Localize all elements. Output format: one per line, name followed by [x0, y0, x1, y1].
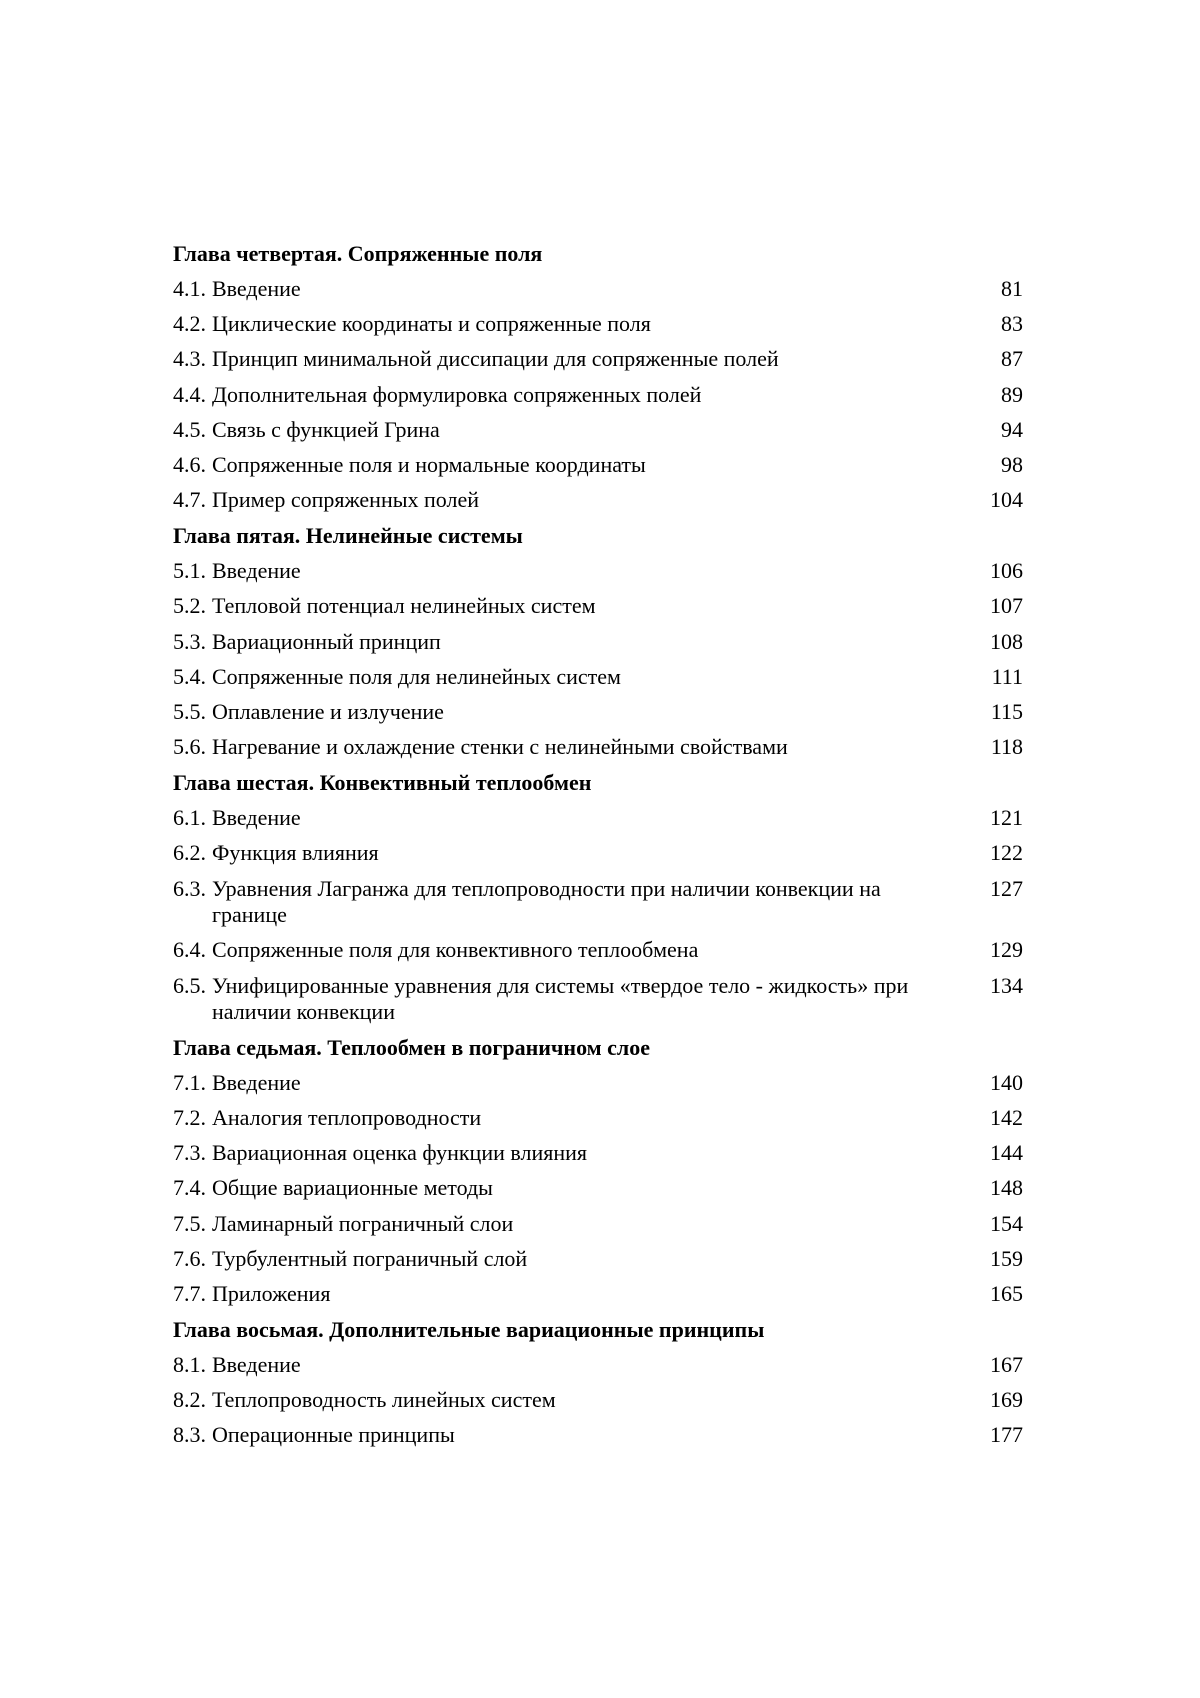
page-number: 159	[990, 1246, 1023, 1272]
section-number: 5.2.	[173, 593, 206, 619]
page-number: 108	[990, 628, 1023, 654]
toc-entry	[173, 1171, 1023, 1206]
page-number: 98	[1001, 452, 1023, 478]
toc-entry	[173, 554, 1023, 589]
page-number: 177	[990, 1422, 1023, 1448]
section-title: Связь с функцией Грина	[212, 416, 440, 442]
toc-entry	[173, 307, 1023, 342]
section-number: 5.1.	[173, 557, 206, 583]
page-number: 148	[990, 1175, 1023, 1201]
toc-entry	[173, 1277, 1023, 1312]
page-number: 118	[990, 734, 1023, 760]
section-title: Оплавление и излучение	[212, 699, 444, 725]
toc-entry	[173, 1348, 1023, 1383]
toc-entry	[173, 1383, 1023, 1418]
section-number: 4.2.	[173, 310, 206, 336]
section-title: Сопряженные поля для конвективного теплообмена	[212, 937, 699, 963]
section-number: 7.2.	[173, 1104, 206, 1130]
section-number: 4.6.	[173, 452, 206, 478]
toc-entry	[173, 968, 1023, 1030]
toc-entry	[173, 624, 1023, 659]
page-number: 134	[990, 972, 1023, 998]
page-number: 122	[990, 840, 1023, 866]
section-title: Пример сопряженных полей	[212, 487, 480, 513]
toc-entry	[173, 730, 1023, 765]
section-number: 4.4.	[173, 381, 206, 407]
section-title: Циклические координаты и сопряженные поля	[212, 310, 651, 336]
section-number: 8.3.	[173, 1422, 206, 1448]
section-number: 8.1.	[173, 1351, 206, 1377]
page-number: 167	[990, 1351, 1023, 1377]
page-number: 81	[1001, 275, 1023, 301]
section-title: Введение	[212, 557, 301, 583]
page-number: 140	[990, 1069, 1023, 1095]
section-title: Ламинарный пограничный слои	[212, 1210, 514, 1236]
section-title: Теплопроводность линейных систем	[212, 1387, 556, 1413]
section-title: Уравнения Лагранжа для теплопроводности при наличии конвекции на границе	[212, 875, 881, 927]
section-number: 4.1.	[173, 275, 206, 301]
section-number: 6.2.	[173, 840, 206, 866]
page-number: 129	[990, 937, 1023, 963]
page-number: 111	[991, 663, 1023, 689]
toc-entry	[173, 1206, 1023, 1241]
toc-entry	[173, 1065, 1023, 1100]
section-title: Аналогия теплопроводности	[212, 1104, 482, 1130]
section-title: Введение	[212, 275, 301, 301]
section-title: Тепловой потенциал нелинейных систем	[212, 593, 596, 619]
section-number: 5.3.	[173, 628, 206, 654]
toc-entry	[173, 659, 1023, 694]
toc-entry	[173, 1101, 1023, 1136]
toc-entry	[173, 412, 1023, 447]
toc-entry	[173, 1242, 1023, 1277]
section-title: Операционные принципы	[212, 1422, 455, 1448]
page-number: 142	[990, 1104, 1023, 1130]
page-number: 127	[990, 875, 1023, 901]
section-title: Сопряженные поля и нормальные координаты	[212, 452, 646, 478]
section-title: Принцип минимальной диссипации для сопряженные полей	[212, 346, 779, 372]
page-number: 121	[990, 804, 1023, 830]
section-number: 6.4.	[173, 937, 206, 963]
section-title: Вариационный принцип	[212, 628, 441, 654]
section-number: 8.2.	[173, 1387, 206, 1413]
toc-entry	[173, 448, 1023, 483]
page-number: 87	[1001, 346, 1023, 372]
toc-entry	[173, 1136, 1023, 1171]
page-number: 115	[990, 699, 1023, 725]
section-title: Введение	[212, 1069, 301, 1095]
section-number: 7.4.	[173, 1175, 206, 1201]
section-number: 7.3.	[173, 1140, 206, 1166]
section-number: 5.5.	[173, 699, 206, 725]
chapter-heading: Глава восьмая. Дополнительные вариационные принципы	[173, 1317, 765, 1343]
section-title: Вариационная оценка функции влияния	[212, 1140, 588, 1166]
section-title: Приложения	[212, 1281, 331, 1307]
page-number: 83	[1001, 310, 1023, 336]
section-title: Нагревание и охлаждение стенки с нелинейными свойствами	[212, 734, 788, 760]
toc-entry	[173, 589, 1023, 624]
chapter-heading: Глава пятая. Нелинейные системы	[173, 523, 523, 549]
section-title: Турбулентный пограничный слой	[212, 1246, 528, 1272]
section-title: Унифицированные уравнения для системы «твердое тело - жидкость» при наличии конвекции	[212, 972, 909, 1025]
section-title: Введение	[212, 804, 301, 830]
page-number: 165	[990, 1281, 1023, 1307]
table-of-contents	[173, 236, 1023, 1453]
toc-entry	[173, 271, 1023, 306]
page-number: 104	[990, 487, 1023, 513]
toc-entry	[173, 695, 1023, 730]
chapter-heading: Глава четвертая. Сопряженные поля	[173, 241, 543, 266]
page-number: 106	[990, 557, 1023, 583]
toc-entry	[173, 483, 1023, 518]
chapter-heading: Глава шестая. Конвективный теплообмен	[173, 770, 592, 796]
section-number: 7.1.	[173, 1069, 206, 1095]
page-number: 94	[1001, 416, 1023, 442]
toc-entry	[173, 836, 1023, 871]
toc-entry	[173, 933, 1023, 968]
section-number: 4.5.	[173, 416, 206, 442]
section-title: Сопряженные поля для нелинейных систем	[212, 663, 621, 689]
section-number: 6.5.	[173, 972, 206, 998]
section-title: Общие вариационные методы	[212, 1175, 493, 1201]
section-number: 7.7.	[173, 1281, 206, 1307]
section-title: Функция влияния	[212, 840, 379, 866]
toc-entry	[173, 1418, 1023, 1453]
page-number: 89	[1001, 381, 1023, 407]
section-number: 6.3.	[173, 875, 206, 901]
toc-entry	[173, 871, 1023, 933]
section-number: 7.6.	[173, 1246, 206, 1272]
page-number: 144	[990, 1140, 1023, 1166]
section-number: 5.6.	[173, 734, 206, 760]
section-number: 7.5.	[173, 1210, 206, 1236]
section-title: Дополнительная формулировка сопряженных полей	[212, 381, 702, 407]
toc-entry	[173, 801, 1023, 836]
section-title: Введение	[212, 1351, 301, 1377]
chapter-heading: Глава седьмая. Теплообмен в пограничном слое	[173, 1034, 651, 1060]
section-number: 5.4.	[173, 663, 206, 689]
toc-entry	[173, 342, 1023, 377]
page-number: 169	[990, 1387, 1023, 1413]
section-number: 4.7.	[173, 487, 206, 513]
toc-entry	[173, 377, 1023, 412]
section-number: 6.1.	[173, 804, 206, 830]
page-number: 154	[990, 1210, 1023, 1236]
page-number: 107	[990, 593, 1023, 619]
section-number: 4.3.	[173, 346, 206, 372]
